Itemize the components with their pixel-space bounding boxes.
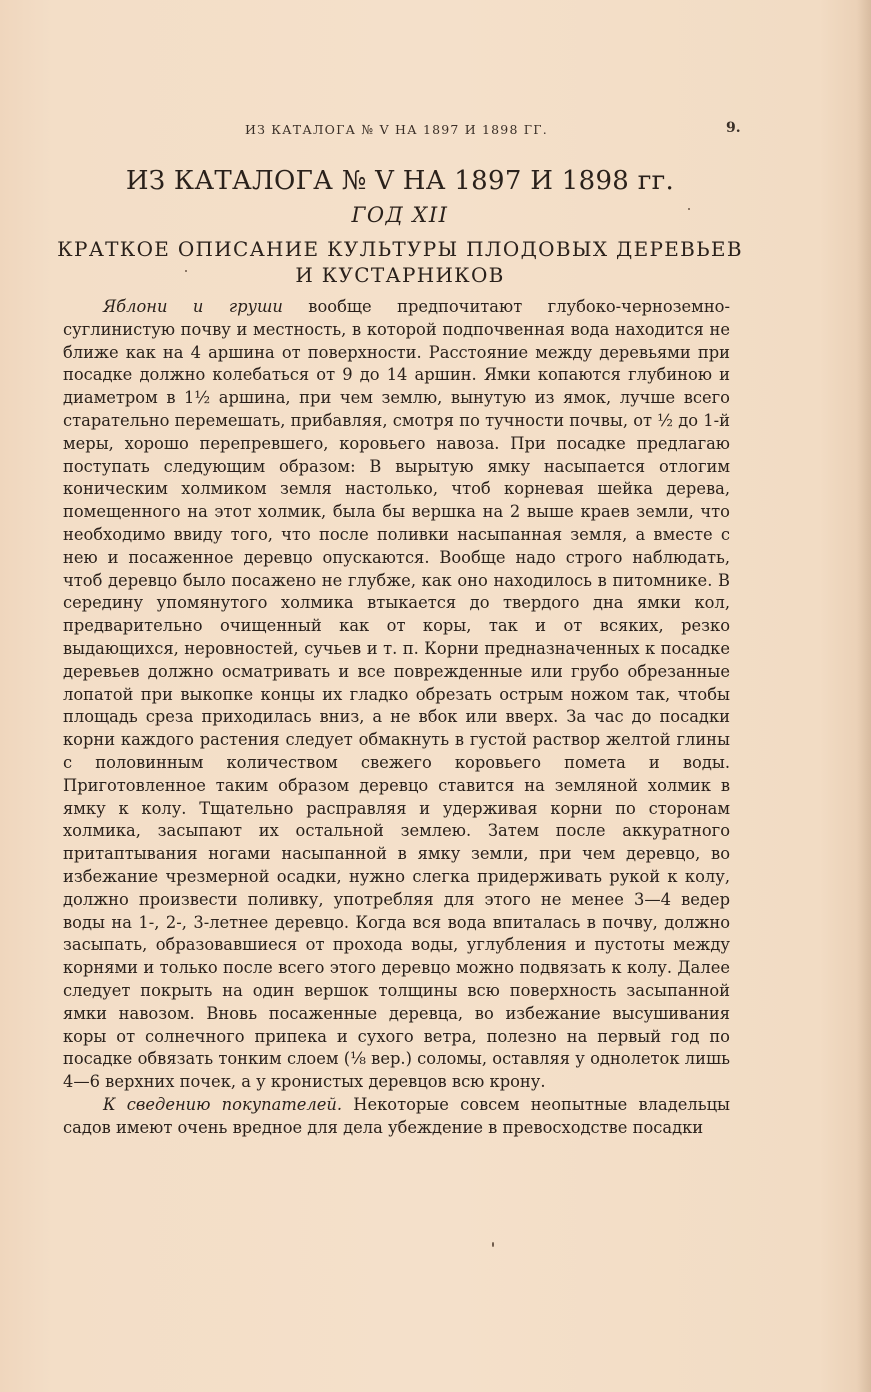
print-speck: [492, 1242, 494, 1247]
running-head-title: ИЗ КАТАЛОГА № V НА 1897 И 1898 ГГ.: [245, 122, 548, 137]
paragraph-2-text: Некоторые совсем неопытные владельцы садов имеют очень вредное для дела убеждение в превосходстве посадки: [63, 1094, 730, 1137]
section-subtitle: ГОД XII: [351, 203, 449, 227]
paragraph-1-lead: Яблони и груши: [103, 297, 283, 316]
print-speck: [688, 208, 690, 210]
body-text: [63, 296, 730, 1139]
paragraph-1: [63, 296, 730, 1094]
page-number: 9.: [726, 120, 741, 136]
print-speck: [185, 270, 187, 272]
section-heading: [0, 236, 800, 288]
paragraph-2-lead: К сведению покупателей.: [103, 1094, 343, 1114]
paragraph-2: [63, 1094, 730, 1140]
page-edge-shadow: [857, 0, 871, 1392]
page-title: ИЗ КАТАЛОГА № V НА 1897 И 1898 гг.: [125, 166, 675, 196]
section-heading-line-2: И КУСТАРНИКОВ: [295, 263, 505, 287]
running-head: [0, 120, 871, 142]
section-heading-line-1: КРАТКОЕ ОПИСАНИЕ КУЛЬТУРЫ ПЛОДОВЫХ ДЕРЕВЬЕВ: [57, 237, 743, 261]
paragraph-1-text: вообще предпочитают глубоко-черноземно-суглинистую почву и местность, в которой подпочвенная вода находится не ближе как на 4 аршина от поверхности. Расстояние между деревьями при посадке должно колебаться от 9 до 14 аршин. Ямки копаются глубиною и диаметром в 1½ аршина, при чем землю, вынутую из ямок, лучше всего старательно перемешать, прибавляя, смотря по тучности почвы, от ½ до 1-й меры, хорошо перепревшего, коровьего навоза. При посадке предлагаю поступать следующим образом: В вырытую ямку насыпается отлогим коническим холмиком земля настолько, чтоб корневая шейка дерева, помещенного на этот холмик, была бы вершка на 2 выше краев земли, что необходимо ввиду того, что после поливки насыпанная земля, а вместе с нею и посаженное деревцо опускаются. Вообще надо строго наблюдать, чтоб деревцо было посажено не глубже, как оно находилось в питомнике. В середину упомянутого холмика втыкается до твердого дна ямки кол, предварительно очищенный как от коры, так и от всяких, резко выдающихся, неровностей, сучьев и т. п. Корни предназначенных к посадке деревьев должно осматривать и все поврежденные или грубо обрезанные лопатой при выкопке концы их гладко обрезать острым ножом так, чтобы площадь среза приходилась вниз, а не вбок или вверх. За час до посадки корни каждого растения следует обмакнуть в густой раствор желтой глины с половинным количеством свежего коровьего помета и воды. Приготовленное таким образом деревцо ставится на земляной холмик в ямку к колу. Тщательно расправляя и удерживая корни по сторонам холмика, засыпают их остальной землею. Затем после аккуратного притаптывания ногами насыпанной в ямку земли, при чем деревцо, во избежание чрезмерной осадки, нужно слегка придерживать рукой к колу, должно произвести поливку, употребляя для этого не менее 3—4 ведер воды на 1-, 2-, 3-летнее деревцо. Когда вся вода впиталась в почву, должно засыпать, образовавшиеся от прохода воды, углубления и пустоты между корнями и только после всего этого деревцо можно подвязать к колу. Далее следует покрыть на один вершок толщины всю поверхность засыпанной ямки навозом. Вновь посаженные деревца, во избежание высушивания коры от солнечного припека и сухого ветра, полезно на первый год по посадке обвязать тонким слоем (⅛ вер.) соломы, оставляя у однолеток лишь 4—6 верхних почек, а у кронистых деревцов всю крону.: [63, 297, 730, 1092]
